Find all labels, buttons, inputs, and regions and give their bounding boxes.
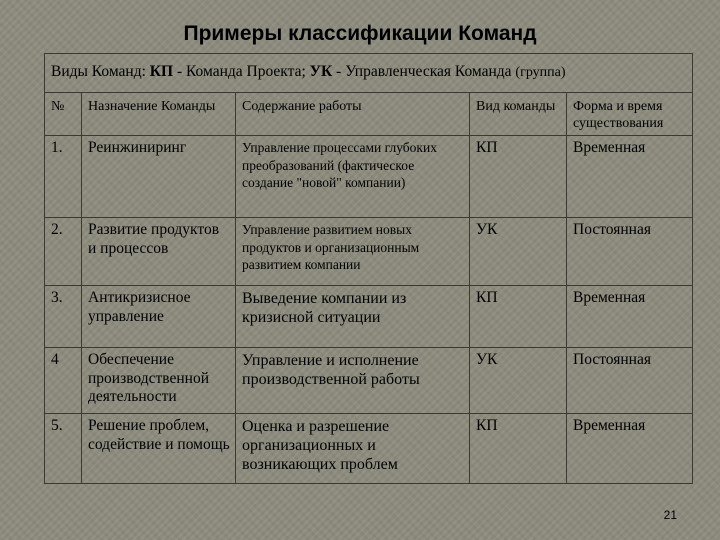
abbr-uk: УК bbox=[309, 63, 333, 80]
row-type: УК bbox=[470, 348, 567, 414]
row-type: УК bbox=[470, 218, 567, 286]
column-header-row bbox=[45, 93, 693, 136]
row-purpose: Реинжиниринг bbox=[82, 136, 236, 218]
column-header: Форма и время существования bbox=[567, 93, 693, 136]
row-number: 3. bbox=[45, 286, 82, 348]
row-content: Оценка и разрешение организационных и возникающих проблем bbox=[236, 414, 470, 484]
team-types-header bbox=[45, 54, 693, 93]
row-purpose: Антикризисное управление bbox=[82, 286, 236, 348]
table-row bbox=[45, 136, 693, 218]
table-row bbox=[45, 348, 693, 414]
row-form: Временная bbox=[567, 286, 693, 348]
row-content: Управление развитием новых продуктов и организационным развитием компании bbox=[236, 218, 470, 286]
table-header-row bbox=[45, 54, 693, 93]
row-type: КП bbox=[470, 414, 567, 484]
table-row bbox=[45, 414, 693, 484]
row-form: Временная bbox=[567, 136, 693, 218]
page-number: 21 bbox=[663, 508, 677, 522]
row-number: 1. bbox=[45, 136, 82, 218]
row-type: КП bbox=[470, 286, 567, 348]
row-purpose: Обеспечение производственной деятельности bbox=[82, 348, 236, 414]
row-content: Управление и исполнение производственной работы bbox=[236, 348, 470, 414]
row-purpose: Решение проблем, содействие и помощь bbox=[82, 414, 236, 484]
abbr-uk-text: - Управленческая Команда bbox=[336, 63, 512, 80]
row-form: Постоянная bbox=[567, 348, 693, 414]
row-form: Постоянная bbox=[567, 218, 693, 286]
column-header: Содержание работы bbox=[236, 93, 470, 136]
row-type: КП bbox=[470, 136, 567, 218]
row-number: 5. bbox=[45, 414, 82, 484]
column-header: Вид команды bbox=[470, 93, 567, 136]
row-content: Выведение компании из кризисной ситуации bbox=[236, 286, 470, 348]
row-number: 4 bbox=[45, 348, 82, 414]
row-form: Временная bbox=[567, 414, 693, 484]
abbr-kp-text: - Команда Проекта; bbox=[176, 63, 306, 80]
table-row bbox=[45, 286, 693, 348]
table-row bbox=[45, 218, 693, 286]
abbr-kp: КП bbox=[149, 63, 174, 80]
row-number: 2. bbox=[45, 218, 82, 286]
row-content: Управление процессами глубоких преобразований (фактическое создание "новой" компании) bbox=[236, 136, 470, 218]
slide-title: Примеры классификации Команд bbox=[183, 22, 537, 45]
column-header: Назначение Команды bbox=[82, 93, 236, 136]
team-classification-table bbox=[44, 53, 693, 484]
row-purpose: Развитие продуктов и процессов bbox=[82, 218, 236, 286]
header-prefix: Виды Команд: bbox=[51, 63, 146, 80]
header-suffix: (группа) bbox=[515, 65, 566, 80]
column-header: № bbox=[45, 93, 82, 136]
